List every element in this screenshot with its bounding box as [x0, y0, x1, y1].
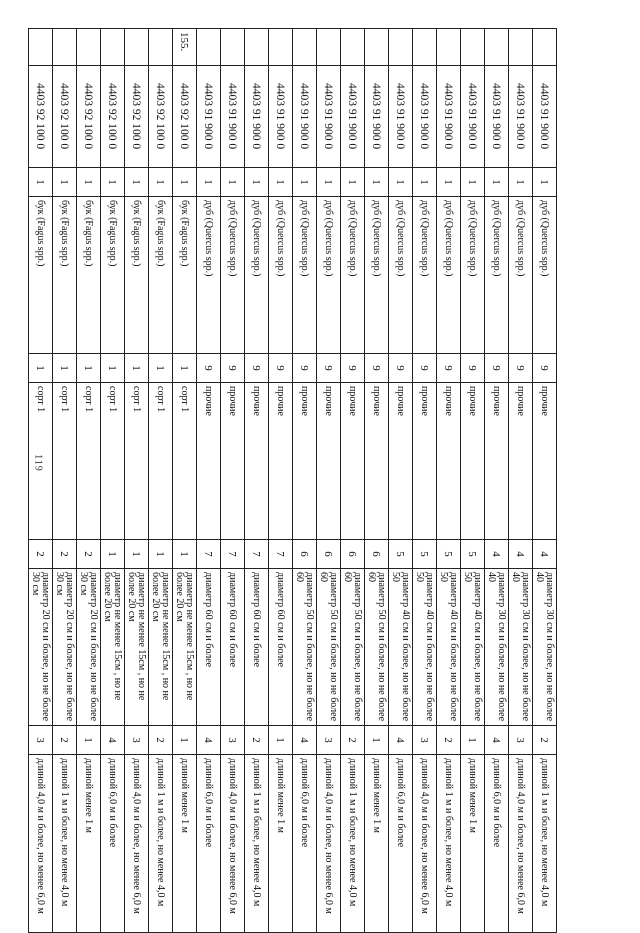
commodity-code-cell: 4403 91 900 0 — [245, 66, 269, 168]
row-number-cell — [149, 29, 173, 66]
diameter-code-cell: 1 — [101, 540, 125, 569]
grade-cell: сорт 1 — [101, 383, 125, 540]
species-cell: бук (Fagus spp.) — [77, 197, 101, 354]
grade-code-cell: 9 — [293, 354, 317, 383]
code-digit-cell: 1 — [293, 168, 317, 197]
length-cell: длиной 6,0 м и более — [101, 755, 125, 933]
code-digit-cell: 1 — [197, 168, 221, 197]
commodity-code-cell: 4403 91 900 0 — [365, 66, 389, 168]
table-row — [413, 29, 437, 933]
grade-code-cell: 1 — [149, 354, 173, 383]
species-cell: дуб (Quercus spp.) — [341, 197, 365, 354]
row-number-cell — [77, 29, 101, 66]
length-code-cell: 2 — [149, 726, 173, 755]
length-code-cell: 4 — [197, 726, 221, 755]
commodity-code-cell: 4403 91 900 0 — [341, 66, 365, 168]
diameter-cell: диаметр 50 см и более, но не более 60 — [365, 569, 389, 726]
row-number-cell — [413, 29, 437, 66]
grade-code-cell: 9 — [269, 354, 293, 383]
code-digit-cell: 1 — [437, 168, 461, 197]
grade-cell: прочие — [365, 383, 389, 540]
length-code-cell: 2 — [437, 726, 461, 755]
length-code-cell: 1 — [77, 726, 101, 755]
length-code-cell: 3 — [509, 726, 533, 755]
length-code-cell: 1 — [365, 726, 389, 755]
length-code-cell: 3 — [29, 726, 53, 755]
commodity-code-cell: 4403 91 900 0 — [461, 66, 485, 168]
length-code-cell: 2 — [341, 726, 365, 755]
diameter-code-cell: 5 — [461, 540, 485, 569]
diameter-cell: диаметр 40 см и более, но не более 50 — [389, 569, 413, 726]
diameter-code-cell: 5 — [389, 540, 413, 569]
table-row — [197, 29, 221, 933]
table-row — [149, 29, 173, 933]
grade-cell: прочие — [413, 383, 437, 540]
commodity-code-cell: 4403 92 100 0 — [173, 66, 197, 168]
grade-cell: прочие — [533, 383, 557, 540]
length-cell: длиной менее 1 м — [365, 755, 389, 933]
grade-code-cell: 1 — [53, 354, 77, 383]
diameter-cell: диаметр не менее 15см , но не более 20 см — [149, 569, 173, 726]
length-code-cell: 1 — [269, 726, 293, 755]
length-cell: длиной 4,0 м и более, но менее 6,0 м — [221, 755, 245, 933]
grade-cell: прочие — [245, 383, 269, 540]
grade-code-cell: 9 — [437, 354, 461, 383]
row-number-cell — [53, 29, 77, 66]
length-cell: длиной менее 1 м — [173, 755, 197, 933]
page-number: 119 — [32, 454, 44, 472]
species-cell: дуб (Quercus spp.) — [317, 197, 341, 354]
commodity-code-cell: 4403 91 900 0 — [389, 66, 413, 168]
grade-code-cell: 9 — [317, 354, 341, 383]
diameter-cell: диаметр 30 см и более, но не более 40 — [485, 569, 509, 726]
diameter-code-cell: 1 — [125, 540, 149, 569]
grade-cell: прочие — [269, 383, 293, 540]
length-cell: длиной 1 м и более, но менее 4,0 м — [53, 755, 77, 933]
row-number-cell — [269, 29, 293, 66]
length-cell: длиной 6,0 м и более — [197, 755, 221, 933]
grade-cell: прочие — [485, 383, 509, 540]
length-cell: длиной 4,0 м и более, но менее 6,0 м — [29, 755, 53, 933]
table-body — [29, 29, 557, 933]
row-number-cell — [293, 29, 317, 66]
table-row — [437, 29, 461, 933]
grade-cell: прочие — [341, 383, 365, 540]
code-digit-cell: 1 — [125, 168, 149, 197]
species-cell: дуб (Quercus spp.) — [485, 197, 509, 354]
grade-code-cell: 9 — [221, 354, 245, 383]
grade-cell: прочие — [221, 383, 245, 540]
commodity-code-cell: 4403 92 100 0 — [101, 66, 125, 168]
code-digit-cell: 1 — [461, 168, 485, 197]
length-code-cell: 4 — [101, 726, 125, 755]
grade-code-cell: 1 — [77, 354, 101, 383]
grade-code-cell: 9 — [389, 354, 413, 383]
commodity-code-cell: 4403 91 900 0 — [197, 66, 221, 168]
diameter-code-cell: 5 — [413, 540, 437, 569]
length-cell: длиной 1 м и более, но менее 4,0 м — [245, 755, 269, 933]
grade-cell: прочие — [317, 383, 341, 540]
length-cell: длиной 4,0 м и более, но менее 6,0 м — [317, 755, 341, 933]
grade-cell: прочие — [461, 383, 485, 540]
row-number-cell — [245, 29, 269, 66]
length-code-cell: 2 — [245, 726, 269, 755]
diameter-cell: диаметр 60 см и более — [269, 569, 293, 726]
grade-cell: сорт 1 — [149, 383, 173, 540]
table-row — [509, 29, 533, 933]
length-cell: длиной 4,0 м и более, но менее 6,0 м — [125, 755, 149, 933]
code-digit-cell: 1 — [149, 168, 173, 197]
table-row — [77, 29, 101, 933]
code-digit-cell: 1 — [365, 168, 389, 197]
commodity-code-cell: 4403 91 900 0 — [221, 66, 245, 168]
diameter-cell: диаметр 50 см и более, но не более 60 — [317, 569, 341, 726]
length-cell: длиной 1 м и более, но менее 4,0 м — [341, 755, 365, 933]
grade-cell: сорт 1 — [29, 383, 53, 540]
grade-cell: сорт 1 — [173, 383, 197, 540]
row-number-cell — [317, 29, 341, 66]
row-number-cell — [197, 29, 221, 66]
row-number-cell — [485, 29, 509, 66]
table-row — [245, 29, 269, 933]
diameter-cell: диаметр 60 см и более — [221, 569, 245, 726]
length-code-cell: 4 — [485, 726, 509, 755]
species-cell: дуб (Quercus spp.) — [413, 197, 437, 354]
diameter-code-cell: 1 — [173, 540, 197, 569]
length-code-cell: 3 — [413, 726, 437, 755]
diameter-code-cell: 6 — [317, 540, 341, 569]
code-digit-cell: 1 — [245, 168, 269, 197]
species-cell: дуб (Quercus spp.) — [197, 197, 221, 354]
species-cell: дуб (Quercus spp.) — [509, 197, 533, 354]
diameter-cell: диаметр 40 см и более, но не более 50 — [461, 569, 485, 726]
row-number-cell — [125, 29, 149, 66]
tariff-table — [28, 28, 557, 933]
diameter-cell: диаметр не менее 15см , но не более 20 см — [173, 569, 197, 726]
commodity-code-cell: 4403 91 900 0 — [437, 66, 461, 168]
grade-code-cell: 1 — [101, 354, 125, 383]
diameter-code-cell: 7 — [221, 540, 245, 569]
commodity-code-cell: 4403 91 900 0 — [413, 66, 437, 168]
length-cell: длиной менее 1 м — [77, 755, 101, 933]
commodity-code-cell: 4403 92 100 0 — [125, 66, 149, 168]
grade-code-cell: 9 — [365, 354, 389, 383]
grade-code-cell: 9 — [461, 354, 485, 383]
species-cell: дуб (Quercus spp.) — [461, 197, 485, 354]
diameter-code-cell: 4 — [485, 540, 509, 569]
table-row — [29, 29, 53, 933]
commodity-code-cell: 4403 92 100 0 — [77, 66, 101, 168]
length-cell: длиной 4,0 м и более, но менее 6,0 м — [413, 755, 437, 933]
row-number-cell — [101, 29, 125, 66]
code-digit-cell: 1 — [341, 168, 365, 197]
code-digit-cell: 1 — [269, 168, 293, 197]
length-code-cell: 3 — [317, 726, 341, 755]
row-number-cell — [389, 29, 413, 66]
grade-code-cell: 9 — [485, 354, 509, 383]
diameter-cell: диаметр не менее 15см , но не более 20 см — [125, 569, 149, 726]
row-number-cell — [29, 29, 53, 66]
grade-cell: прочие — [197, 383, 221, 540]
grade-cell: сорт 1 — [125, 383, 149, 540]
length-cell: длиной 6,0 м и более — [293, 755, 317, 933]
diameter-cell: диаметр 50 см и более, но не более 60 — [341, 569, 365, 726]
row-number-cell — [461, 29, 485, 66]
grade-code-cell: 9 — [341, 354, 365, 383]
table-row — [341, 29, 365, 933]
species-cell: дуб (Quercus spp.) — [293, 197, 317, 354]
grade-cell: сорт 1 — [77, 383, 101, 540]
code-digit-cell: 1 — [509, 168, 533, 197]
diameter-cell: диаметр 60 см и более — [197, 569, 221, 726]
species-cell: бук (Fagus spp.) — [29, 197, 53, 354]
row-number-cell — [437, 29, 461, 66]
grade-code-cell: 9 — [509, 354, 533, 383]
length-cell: длиной 6,0 м и более — [485, 755, 509, 933]
diameter-cell: диаметр 20 см и более, но не более 30 см — [53, 569, 77, 726]
grade-code-cell: 9 — [533, 354, 557, 383]
commodity-code-cell: 4403 91 900 0 — [317, 66, 341, 168]
diameter-cell: диаметр 40 см и более, но не более 50 — [437, 569, 461, 726]
table-row — [485, 29, 509, 933]
row-number-cell — [365, 29, 389, 66]
commodity-code-cell: 4403 91 900 0 — [533, 66, 557, 168]
code-digit-cell: 1 — [221, 168, 245, 197]
diameter-cell: диаметр 20 см и более, но не более 30 см — [77, 569, 101, 726]
species-cell: дуб (Quercus spp.) — [365, 197, 389, 354]
length-cell: длиной 6,0 м и более — [389, 755, 413, 933]
commodity-code-cell: 4403 92 100 0 — [29, 66, 53, 168]
row-number-cell — [341, 29, 365, 66]
diameter-code-cell: 7 — [269, 540, 293, 569]
diameter-code-cell: 7 — [245, 540, 269, 569]
length-code-cell: 1 — [461, 726, 485, 755]
diameter-cell: диаметр не менее 15см , но не более 20 см — [101, 569, 125, 726]
row-number-cell — [533, 29, 557, 66]
diameter-code-cell: 1 — [149, 540, 173, 569]
grade-code-cell: 9 — [413, 354, 437, 383]
commodity-code-cell: 4403 92 100 0 — [149, 66, 173, 168]
code-digit-cell: 1 — [77, 168, 101, 197]
length-code-cell: 3 — [125, 726, 149, 755]
species-cell: дуб (Quercus spp.) — [245, 197, 269, 354]
commodity-code-cell: 4403 91 900 0 — [269, 66, 293, 168]
length-cell: длиной 4,0 м и более, но менее 6,0 м — [509, 755, 533, 933]
table-row — [389, 29, 413, 933]
diameter-cell: диаметр 30 см и более, но не более 40 — [509, 569, 533, 726]
diameter-code-cell: 6 — [365, 540, 389, 569]
grade-cell: прочие — [509, 383, 533, 540]
code-digit-cell: 1 — [53, 168, 77, 197]
length-code-cell: 2 — [53, 726, 77, 755]
table-row — [53, 29, 77, 933]
diameter-cell: диаметр 30 см и более, но не более 40 — [533, 569, 557, 726]
table-row — [125, 29, 149, 933]
grade-cell: сорт 1 — [53, 383, 77, 540]
grade-code-cell: 9 — [245, 354, 269, 383]
diameter-code-cell: 2 — [77, 540, 101, 569]
diameter-code-cell: 4 — [533, 540, 557, 569]
code-digit-cell: 1 — [29, 168, 53, 197]
table-row — [293, 29, 317, 933]
species-cell: дуб (Quercus spp.) — [269, 197, 293, 354]
diameter-cell: диаметр 20 см и более, но не более 30 см — [29, 569, 53, 726]
code-digit-cell: 1 — [101, 168, 125, 197]
diameter-cell: диаметр 50 см и более, но не более 60 — [293, 569, 317, 726]
table-row — [317, 29, 341, 933]
species-cell: дуб (Quercus spp.) — [221, 197, 245, 354]
table-row — [365, 29, 389, 933]
code-digit-cell: 1 — [317, 168, 341, 197]
length-cell: длиной менее 1 м — [461, 755, 485, 933]
code-digit-cell: 1 — [173, 168, 197, 197]
species-cell: дуб (Quercus spp.) — [533, 197, 557, 354]
table-row — [269, 29, 293, 933]
table-row — [461, 29, 485, 933]
diameter-code-cell: 4 — [509, 540, 533, 569]
species-cell: дуб (Quercus spp.) — [437, 197, 461, 354]
diameter-cell: диаметр 40 см и более, но не более 50 — [413, 569, 437, 726]
diameter-code-cell: 7 — [197, 540, 221, 569]
length-cell: длиной 1 м и более, но менее 4,0 м — [149, 755, 173, 933]
table-row — [533, 29, 557, 933]
grade-code-cell: 1 — [29, 354, 53, 383]
code-digit-cell: 1 — [413, 168, 437, 197]
commodity-code-cell: 4403 92 100 0 — [53, 66, 77, 168]
grade-cell: прочие — [437, 383, 461, 540]
commodity-code-cell: 4403 91 900 0 — [485, 66, 509, 168]
species-cell: дуб (Quercus spp.) — [389, 197, 413, 354]
row-number-cell — [509, 29, 533, 66]
commodity-code-cell: 4403 91 900 0 — [509, 66, 533, 168]
length-code-cell: 4 — [389, 726, 413, 755]
grade-code-cell: 1 — [125, 354, 149, 383]
grade-code-cell: 9 — [197, 354, 221, 383]
species-cell: бук (Fagus spp.) — [101, 197, 125, 354]
commodity-code-cell: 4403 91 900 0 — [293, 66, 317, 168]
species-cell: бук (Fagus spp.) — [53, 197, 77, 354]
species-cell: бук (Fagus spp.) — [125, 197, 149, 354]
diameter-code-cell: 2 — [29, 540, 53, 569]
length-cell: длиной 1 м и более, но менее 4,0 м — [533, 755, 557, 933]
length-cell: длиной менее 1 м — [269, 755, 293, 933]
grade-code-cell: 1 — [173, 354, 197, 383]
diameter-code-cell: 5 — [437, 540, 461, 569]
length-code-cell: 3 — [221, 726, 245, 755]
table-row — [101, 29, 125, 933]
diameter-cell: диаметр 60 см и более — [245, 569, 269, 726]
diameter-code-cell: 6 — [341, 540, 365, 569]
length-cell: длиной 1 м и более, но менее 4,0 м — [437, 755, 461, 933]
length-code-cell: 4 — [293, 726, 317, 755]
grade-cell: прочие — [293, 383, 317, 540]
code-digit-cell: 1 — [389, 168, 413, 197]
species-cell: бук (Fagus spp.) — [149, 197, 173, 354]
code-digit-cell: 1 — [533, 168, 557, 197]
length-code-cell: 2 — [533, 726, 557, 755]
code-digit-cell: 1 — [485, 168, 509, 197]
diameter-code-cell: 2 — [53, 540, 77, 569]
species-cell: бук (Fagus spp.) — [173, 197, 197, 354]
grade-cell: прочие — [389, 383, 413, 540]
table-row — [173, 29, 197, 933]
table-row — [221, 29, 245, 933]
diameter-code-cell: 6 — [293, 540, 317, 569]
row-number-cell — [221, 29, 245, 66]
row-number-cell: 155. — [173, 29, 197, 66]
length-code-cell: 1 — [173, 726, 197, 755]
